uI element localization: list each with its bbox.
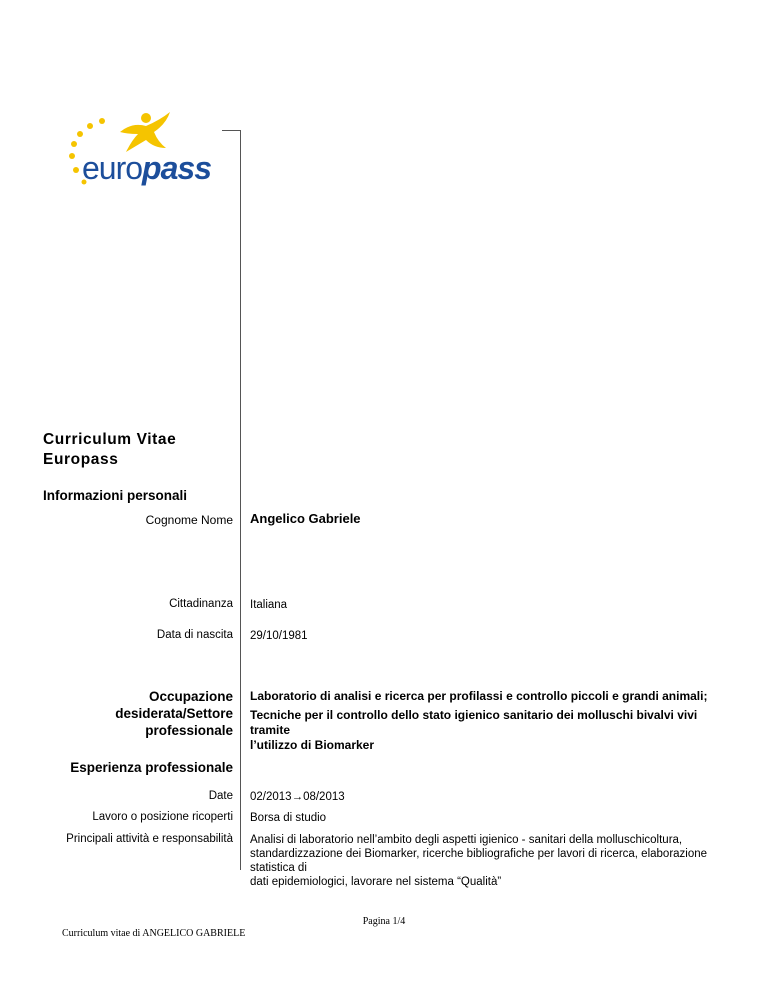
occupation-value-line-3: l’utilizzo di Biomarker [250,738,375,752]
activities-line-2: standardizzazione dei Biomarker, ricerche bibliografiche per lavori di ricerca, elaborazione statistica di [250,848,708,874]
name-label: Cognome Nome [145,513,233,527]
activities-line-3: dati epidemiologici, lavorare nel sistema “Qualità” [250,876,502,888]
title-line-1: Curriculum Vitae [43,431,177,448]
occupation-value-line-1: Laboratorio di analisi e ricerca per profilassi e controllo piccoli e grandi animali; [250,689,708,703]
occupation-label [115,688,233,739]
activities-line-1: Analisi di laboratorio nell’ambito degli aspetti igienico - sanitari della molluschicoltura, [250,834,683,846]
page-title [43,430,176,470]
europass-wordmark [82,150,211,187]
wordmark-euro: euro [82,150,143,186]
birthdate-value: 29/10/1981 [250,630,308,642]
occupation-value [250,689,730,753]
europass-logo [62,108,222,198]
wordmark-pass: pass [142,150,211,186]
title-line-2: Europass [43,451,119,468]
occupation-label-line-1: Occupazione [148,689,233,704]
birthdate-label: Data di nascita [156,629,233,641]
separator-tick [222,130,241,131]
name-value: Angelico Gabriele [250,511,361,526]
section-heading-experience: Esperienza professionale [70,760,233,775]
citizenship-label: Cittadinanza [169,598,233,610]
activities-label: Principali attività e responsabilità [66,833,233,845]
section-heading-personal: Informazioni personali [43,488,188,503]
date-value: 02/2013→08/2013 [250,791,345,803]
occupation-label-line-3: professionale [145,723,233,738]
separator-line [240,130,241,870]
activities-value [250,833,730,889]
date-label: Date [208,790,233,802]
page-number: Pagina 1/4 [362,916,406,927]
position-value: Borsa di studio [250,812,327,824]
citizenship-value: Italiana [250,599,288,611]
position-label: Lavoro o posizione ricoperti [92,811,233,823]
occupation-value-line-2: Tecniche per il controllo dello stato igienico sanitario dei molluschi bivalvi vivi tramite [250,708,698,737]
occupation-label-line-2: desiderata/Settore [115,706,233,721]
footer-name: Curriculum vitae di ANGELICO GABRIELE [62,928,246,939]
